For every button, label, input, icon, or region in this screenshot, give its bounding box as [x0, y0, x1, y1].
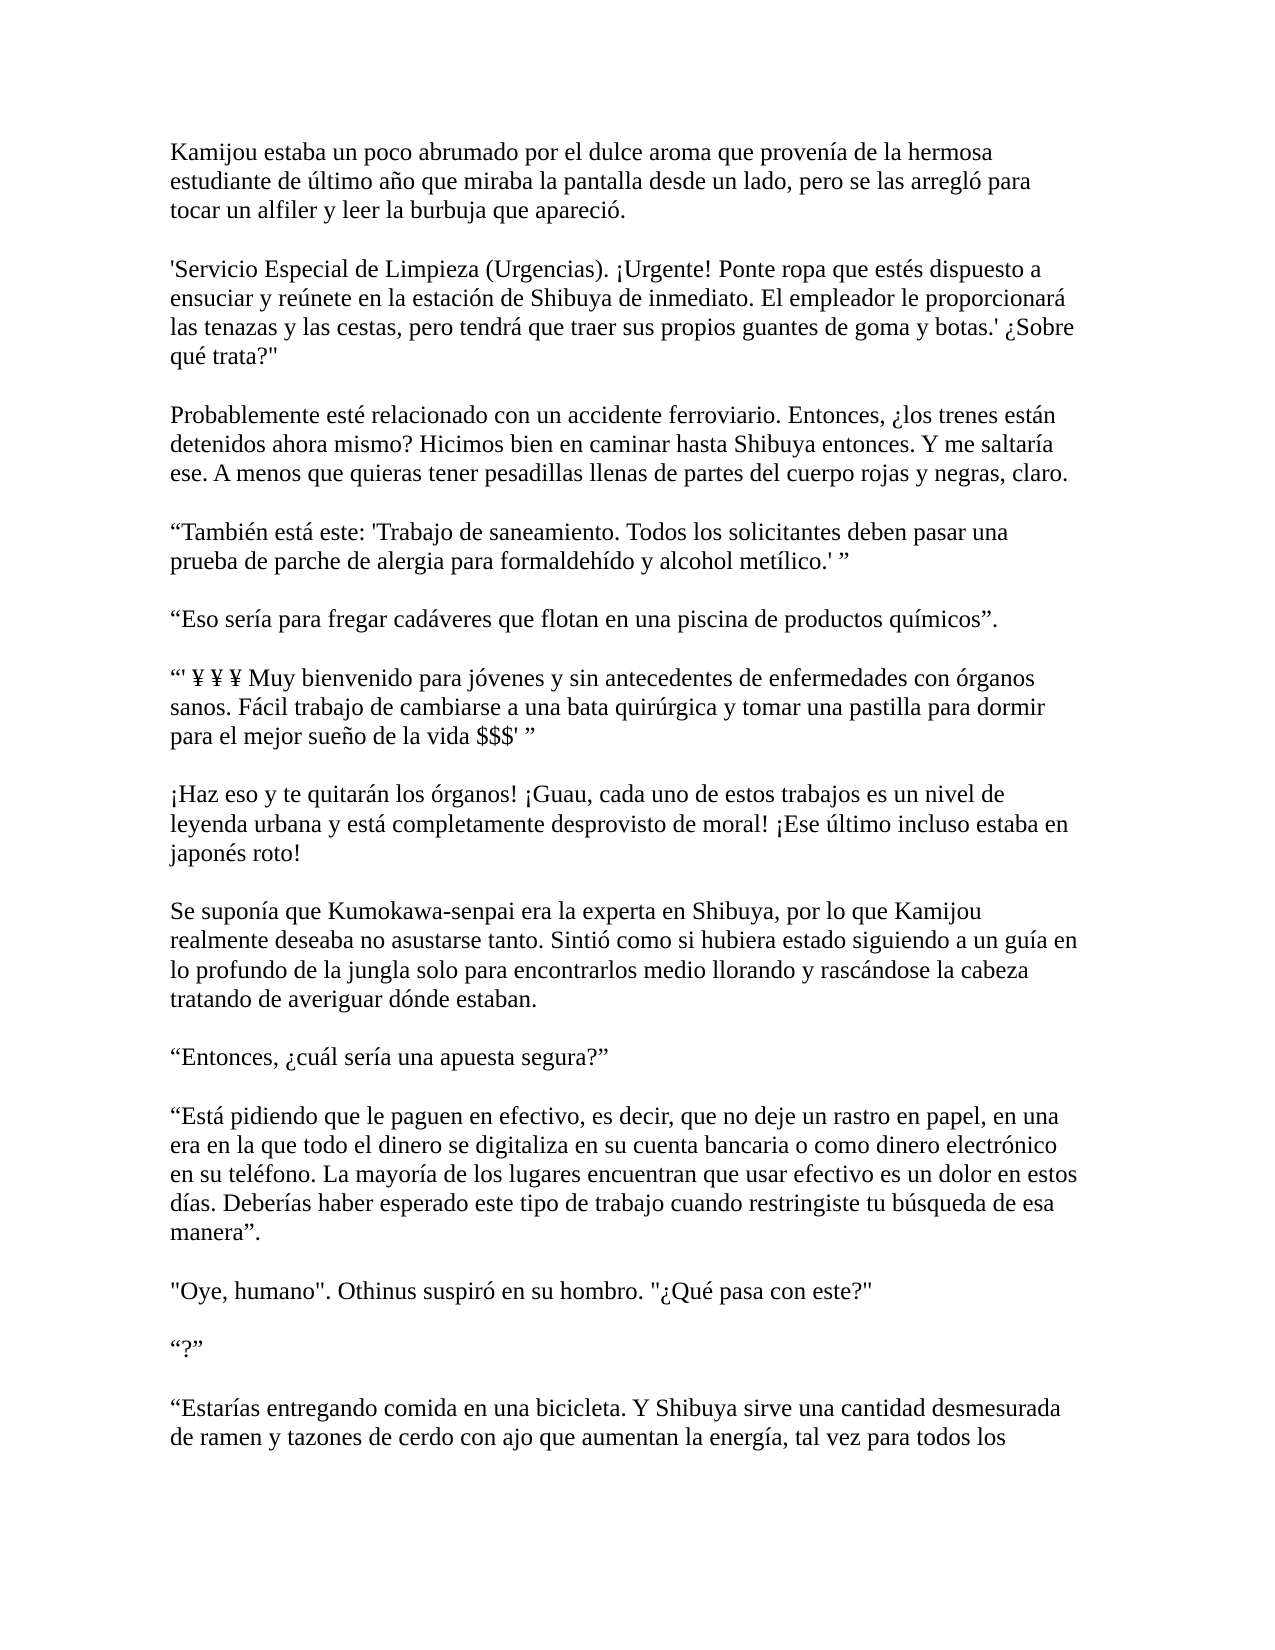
paragraph-narration-1: Kamijou estaba un poco abrumado por el dulce aroma que provenía de la hermosa estudiante de último año que miraba la pantalla desde un lado, pero se las arregló para tocar un alfiler y leer la burbuja que apareció.	[170, 139, 1031, 225]
paragraph-narration-4: Se suponía que Kumokawa-senpai era la experta en Shibuya, por lo que Kamijou realmente deseaba no asustarse tanto. Sintió como si hubiera estado siguiendo a un guía en lo profundo de la jungla solo para encontrarlos medio llorando y rascándose la cabeza tratando de averiguar dónde estaban.	[170, 898, 1078, 1013]
paragraph-job-listing-2: “También está este: 'Trabajo de saneamiento. Todos los solicitantes deben pasar una prueba de parche de alergia para formaldehído y alcohol metílico.' ”	[170, 518, 1009, 575]
paragraph-dialogue-5: “?”	[170, 1336, 204, 1364]
paragraph-dialogue-1: “Eso sería para fregar cadáveres que flotan en una piscina de productos químicos”.	[170, 606, 999, 634]
paragraph-dialogue-3: “Está pidiendo que le paguen en efectivo, es decir, que no deje un rastro en papel, en una era en la que todo el dinero se digitaliza en su cuenta bancaria o como dinero electrónico en su teléfono. La mayoría de los lugares encuentran que usar efectivo es un dolor en estos días. Deberías haber esperado este tipo de trabajo cuando restringiste tu búsqueda de esa manera”.	[170, 1102, 1078, 1247]
paragraph-dialogue-6: “Estarías entregando comida en una bicicleta. Y Shibuya sirve una cantidad desmesurada de ramen y tazones de cerdo con ajo que aumentan la energía, tal vez para todos los	[170, 1394, 1061, 1451]
paragraph-dialogue-4: "Oye, humano". Othinus suspiró en su hombro. "¿Qué pasa con este?"	[170, 1277, 873, 1305]
paragraph-job-listing-3: “' ¥ ¥ ¥ Muy bienvenido para jóvenes y sin antecedentes de enfermedades con órganos sanos. Fácil trabajo de cambiarse a una bata quirúrgica y tomar una pastilla para dormir para el mejor sueño de la vida $$$' ”	[170, 664, 1045, 750]
paragraph-job-listing-1: 'Servicio Especial de Limpieza (Urgencias). ¡Urgente! Ponte ropa que estés dispuesto a ensuciar y reúnete en la estación de Shibuya de inmediato. El empleador le proporcionará las tenazas y las cestas, pero tendrá que traer sus propios guantes de goma y botas.' ¿Sobre qué trata?"	[170, 255, 1075, 371]
paragraph-dialogue-2: “Entonces, ¿cuál sería una apuesta segura?”	[170, 1044, 609, 1072]
paragraph-narration-3: ¡Haz eso y te quitarán los órganos! ¡Guau, cada uno de estos trabajos es un nivel de leyenda urbana y está completamente desprovisto de moral! ¡Ese último incluso estaba en japonés roto!	[170, 781, 1069, 867]
paragraph-narration-2: Probablemente esté relacionado con un accidente ferroviario. Entonces, ¿los trenes están detenidos ahora mismo? Hicimos bien en caminar hasta Shibuya entonces. Y me saltaría ese. A menos que quieras tener pesadillas llenas de partes del cuerpo rojas y negras, claro.	[170, 401, 1069, 488]
